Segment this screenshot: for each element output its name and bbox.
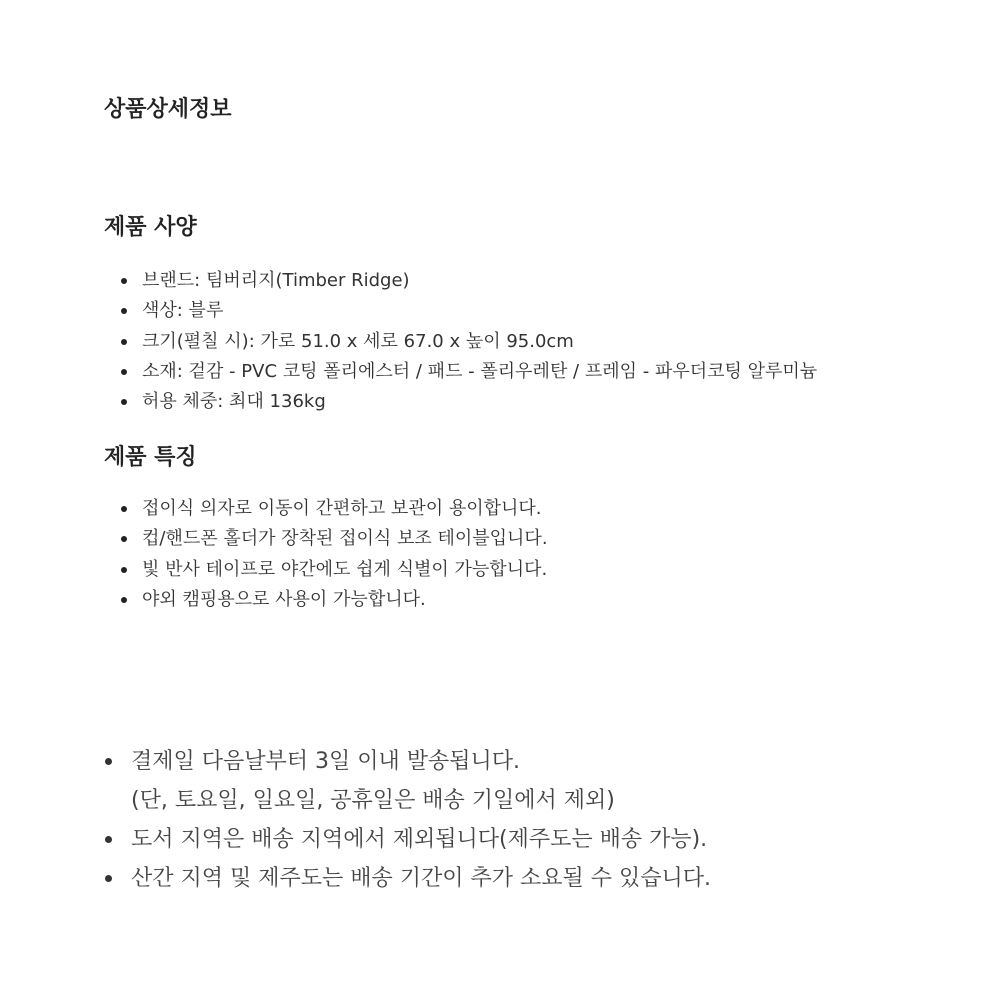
bullet-icon bbox=[105, 836, 112, 843]
spec-item-text: 색상: 블루 bbox=[142, 300, 224, 322]
spec-item-brand bbox=[0, 266, 817, 296]
bullet-icon bbox=[105, 758, 112, 765]
bullet-icon bbox=[121, 339, 127, 345]
feature-item-text: 빛 반사 테이프로 야간에도 쉽게 식별이 가능합니다. bbox=[142, 558, 548, 580]
shipping-notice-item bbox=[0, 859, 711, 898]
shipping-notice-item bbox=[0, 820, 711, 859]
bullet-icon bbox=[121, 597, 127, 603]
bullet-icon bbox=[121, 506, 127, 512]
shipping-notice-list bbox=[0, 742, 711, 898]
bullet-icon bbox=[121, 369, 127, 375]
shipping-notice-continuation bbox=[0, 781, 711, 820]
feature-item bbox=[0, 585, 548, 615]
spec-item-weight bbox=[0, 387, 817, 417]
spec-item-material bbox=[0, 357, 817, 387]
spec-item-color bbox=[0, 296, 817, 326]
bullet-icon bbox=[121, 308, 127, 314]
feature-item bbox=[0, 494, 548, 524]
shipping-notice-item bbox=[0, 742, 711, 781]
spec-item-text: 허용 체중: 최대 136kg bbox=[142, 391, 326, 412]
feature-item-text: 컵/핸드폰 홀더가 장착된 접이식 보조 테이블입니다. bbox=[142, 528, 548, 550]
spec-item-text: 브랜드: 팀버리지(Timber Ridge) bbox=[142, 270, 410, 291]
feature-item bbox=[0, 524, 548, 554]
page-title: 상품상세정보 bbox=[104, 97, 232, 122]
bullet-icon bbox=[121, 536, 127, 542]
spec-item-size bbox=[0, 327, 817, 357]
bullet-icon bbox=[121, 399, 127, 405]
spec-list bbox=[0, 266, 817, 417]
feature-section-heading: 제품 특징 bbox=[104, 445, 197, 470]
shipping-notice-text: (단, 토요일, 일요일, 공휴일은 배송 기일에서 제외) bbox=[131, 788, 615, 813]
feature-list bbox=[0, 494, 548, 615]
bullet-icon bbox=[121, 278, 127, 284]
spec-item-text: 소재: 겉감 - PVC 코팅 폴리에스터 / 패드 - 폴리우레탄 / 프레임 - 파우더코팅 알루미늄 bbox=[142, 360, 818, 382]
bullet-icon bbox=[121, 567, 127, 573]
spec-item-text: 크기(펼칠 시): 가로 51.0 x 세로 67.0 x 높이 95.0cm bbox=[142, 330, 574, 352]
feature-item bbox=[0, 555, 548, 585]
bullet-icon bbox=[105, 875, 112, 882]
feature-item-text: 접이식 의자로 이동이 간편하고 보관이 용이합니다. bbox=[142, 498, 542, 519]
spec-section-heading: 제품 사양 bbox=[104, 215, 197, 240]
shipping-notice-text: 산간 지역 및 제주도는 배송 기간이 추가 소요될 수 있습니다. bbox=[131, 866, 711, 891]
feature-item-text: 야외 캠핑용으로 사용이 가능합니다. bbox=[142, 588, 426, 610]
shipping-notice-text: 결제일 다음날부터 3일 이내 발송됩니다. bbox=[131, 749, 520, 774]
shipping-notice-text: 도서 지역은 배송 지역에서 제외됩니다(제주도는 배송 가능). bbox=[131, 827, 708, 852]
